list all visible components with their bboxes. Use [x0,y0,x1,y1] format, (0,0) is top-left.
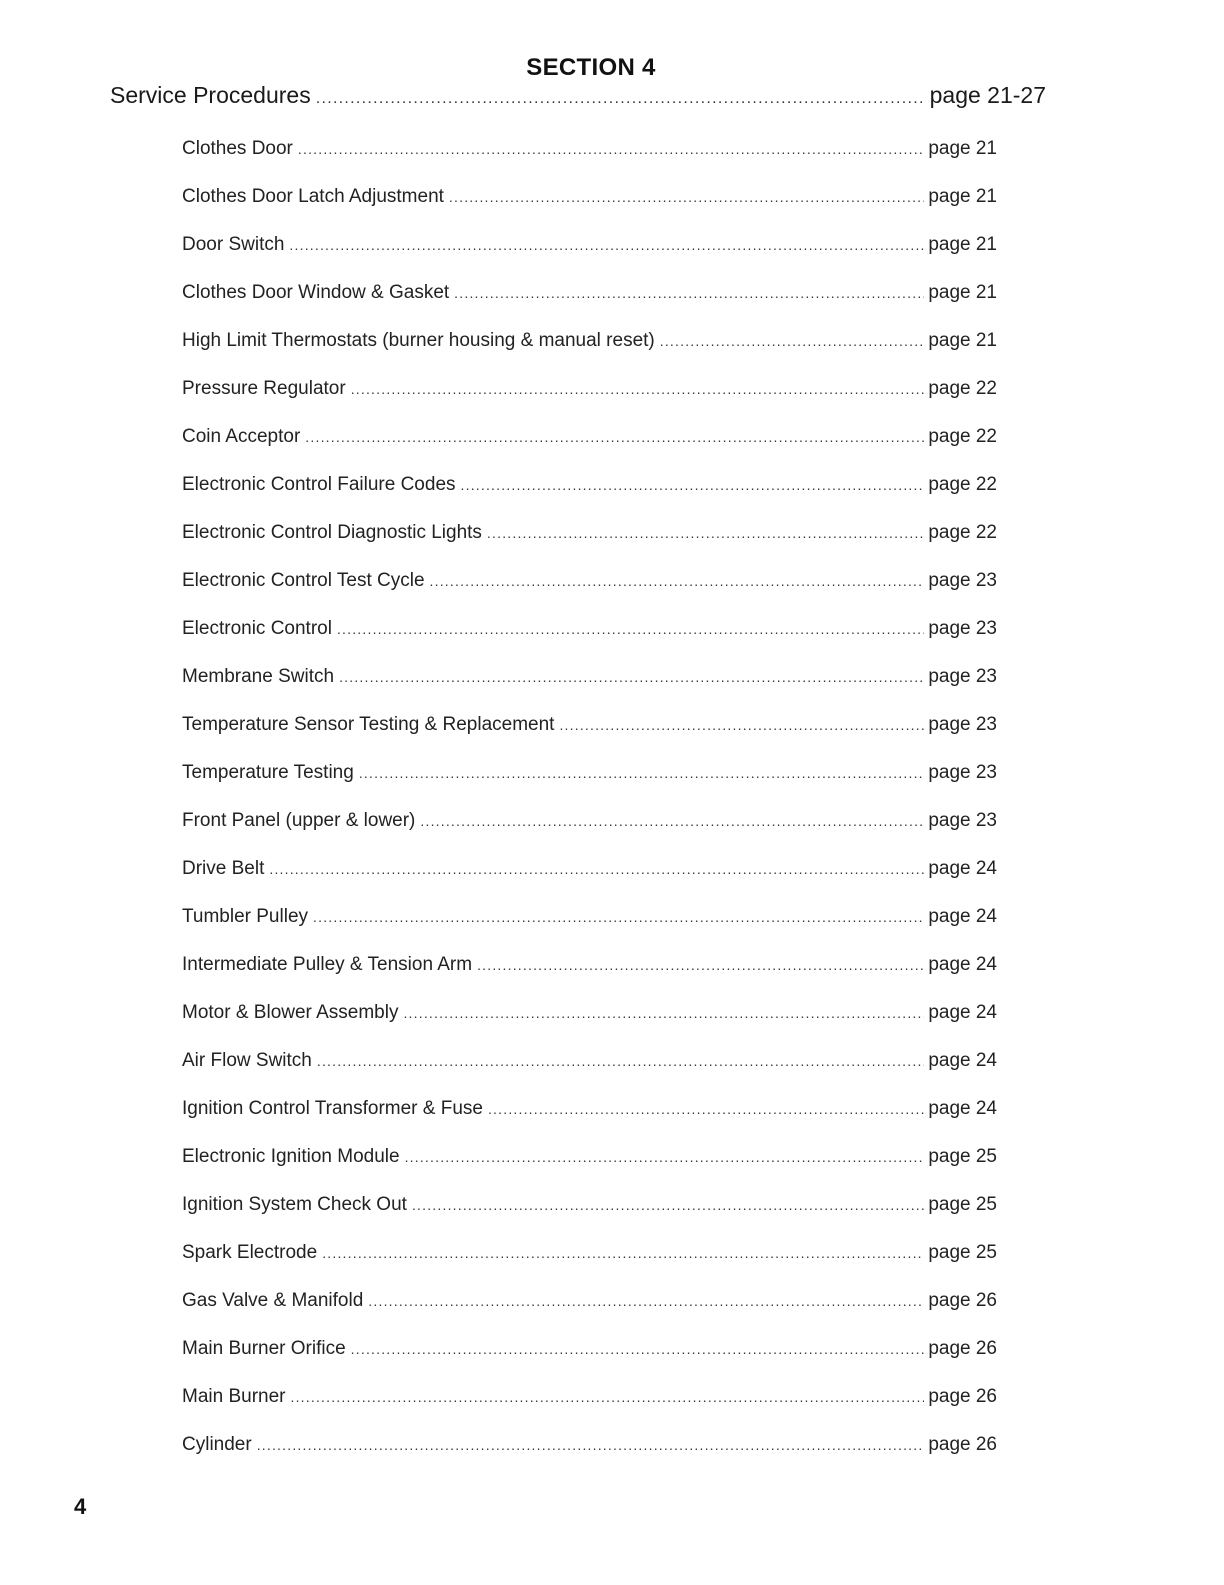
dot-leader [454,283,924,303]
toc-entry-title: Temperature Testing [182,762,354,783]
toc-entry [182,470,997,518]
dot-leader [449,187,924,207]
dot-leader [316,89,926,109]
toc-entry-title: High Limit Thermostats (burner housing & manual reset) [182,330,655,351]
toc-entry-title: Electronic Control Diagnostic Lights [182,522,482,543]
toc-entry-title: Membrane Switch [182,666,335,687]
toc-entry-page: page 23 [928,570,997,591]
dot-leader [488,1099,924,1119]
dot-leader [559,715,924,735]
toc-entry-title: Main Burner Orifice [182,1338,346,1359]
toc-entry-page: page 26 [928,1338,997,1359]
toc-entry [182,902,997,950]
dot-leader [313,907,924,927]
toc-entry-list [182,134,997,1478]
toc-entry [182,614,997,662]
toc-entry-title: Electronic Control [182,618,332,639]
toc-entry-title: Front Panel (upper & lower) [182,810,416,831]
dot-leader [257,1435,925,1455]
toc-entry [182,710,997,758]
toc-entry-page: page 22 [928,378,997,399]
dot-leader [317,1051,924,1071]
toc-entry-title: Pressure Regulator [182,378,346,399]
toc-entry [182,662,997,710]
toc-entry [182,374,997,422]
toc-entry [182,758,997,806]
toc-entry-page: page 24 [928,954,997,975]
toc-entry-title: Drive Belt [182,858,265,879]
dot-leader [405,1147,925,1167]
toc-entry-title: Ignition Control Transformer & Fuse [182,1098,483,1119]
toc-entry-page: page 23 [928,666,997,687]
dot-leader [339,667,924,687]
toc-entry [182,326,997,374]
toc-entry-title: Air Flow Switch [182,1050,312,1071]
toc-entry [182,998,997,1046]
toc-entry-title: Clothes Door Latch Adjustment [182,186,444,207]
toc-entry [182,1430,997,1478]
dot-leader [291,1387,925,1407]
toc-entry-page: page 23 [928,618,997,639]
toc-main-title: Service Procedures [110,82,311,108]
toc-entry [182,1286,997,1334]
dot-leader [487,523,924,543]
dot-leader [269,859,924,879]
toc-entry-page: page 22 [928,474,997,495]
toc-entry-page: page 24 [928,1002,997,1023]
dot-leader [289,235,924,255]
toc-entry-page: page 24 [928,858,997,879]
toc-entry [182,1046,997,1094]
dot-leader [660,331,925,351]
toc-entry-page: page 21 [928,138,997,159]
toc-entry-page: page 21 [928,186,997,207]
toc-entry-title: Door Switch [182,234,285,255]
toc-entry-page: page 25 [928,1242,997,1263]
toc-entry-page: page 21 [928,330,997,351]
toc-entry-title: Coin Acceptor [182,426,301,447]
toc-entry [182,806,997,854]
toc-main-entry [110,82,1046,114]
dot-leader [351,379,925,399]
toc-entry-title: Electronic Ignition Module [182,1146,400,1167]
toc-entry [182,950,997,998]
toc-entry-page: page 24 [928,1050,997,1071]
toc-entry [182,518,997,566]
dot-leader [322,1243,924,1263]
section-heading: SECTION 4 [526,54,656,81]
toc-entry-title: Spark Electrode [182,1242,318,1263]
toc-entry [182,1382,997,1430]
toc-entry-title: Cylinder [182,1434,252,1455]
toc-entry [182,1190,997,1238]
toc-main-pages: page 21-27 [929,82,1046,108]
dot-leader [368,1291,924,1311]
dot-leader [305,427,924,447]
dot-leader [477,955,924,975]
dot-leader [337,619,924,639]
toc-entry-page: page 25 [928,1194,997,1215]
toc-entry [182,566,997,614]
toc-entry-title: Electronic Control Failure Codes [182,474,456,495]
toc-entry-page: page 23 [928,762,997,783]
toc-entry-page: page 23 [928,810,997,831]
dot-leader [461,475,925,495]
toc-entry-page: page 26 [928,1434,997,1455]
dot-leader [351,1339,925,1359]
page-number: 4 [74,1494,87,1519]
toc-entry-title: Electronic Control Test Cycle [182,570,425,591]
toc-entry-page: page 25 [928,1146,997,1167]
toc-entry-page: page 24 [928,1098,997,1119]
toc-entry-page: page 26 [928,1386,997,1407]
toc-entry-page: page 23 [928,714,997,735]
toc-entry-title: Intermediate Pulley & Tension Arm [182,954,473,975]
dot-leader [403,1003,924,1023]
toc-entry-page: page 22 [928,426,997,447]
toc-entry-title: Tumbler Pulley [182,906,309,927]
toc-entry [182,1094,997,1142]
toc-entry-title: Temperature Sensor Testing & Replacement [182,714,555,735]
dot-leader [359,763,925,783]
toc-entry [182,854,997,902]
toc-entry-page: page 21 [928,234,997,255]
toc-entry-title: Clothes Door Window & Gasket [182,282,450,303]
toc-entry [182,278,997,326]
toc-entry [182,230,997,278]
dot-leader [298,139,924,159]
dot-leader [430,571,925,591]
toc-entry-title: Main Burner [182,1386,286,1407]
toc-entry-title: Clothes Door [182,138,293,159]
toc-entry-title: Ignition System Check Out [182,1194,407,1215]
dot-leader [420,811,924,831]
toc-entry [182,1238,997,1286]
toc-entry-title: Motor & Blower Assembly [182,1002,399,1023]
toc-entry-page: page 24 [928,906,997,927]
toc-entry-page: page 21 [928,282,997,303]
toc-entry [182,134,997,182]
toc-entry [182,1142,997,1190]
toc-entry-page: page 26 [928,1290,997,1311]
toc-entry-page: page 22 [928,522,997,543]
toc-entry [182,422,997,470]
toc-entry [182,182,997,230]
toc-entry-title: Gas Valve & Manifold [182,1290,364,1311]
dot-leader [412,1195,924,1215]
toc-entry [182,1334,997,1382]
